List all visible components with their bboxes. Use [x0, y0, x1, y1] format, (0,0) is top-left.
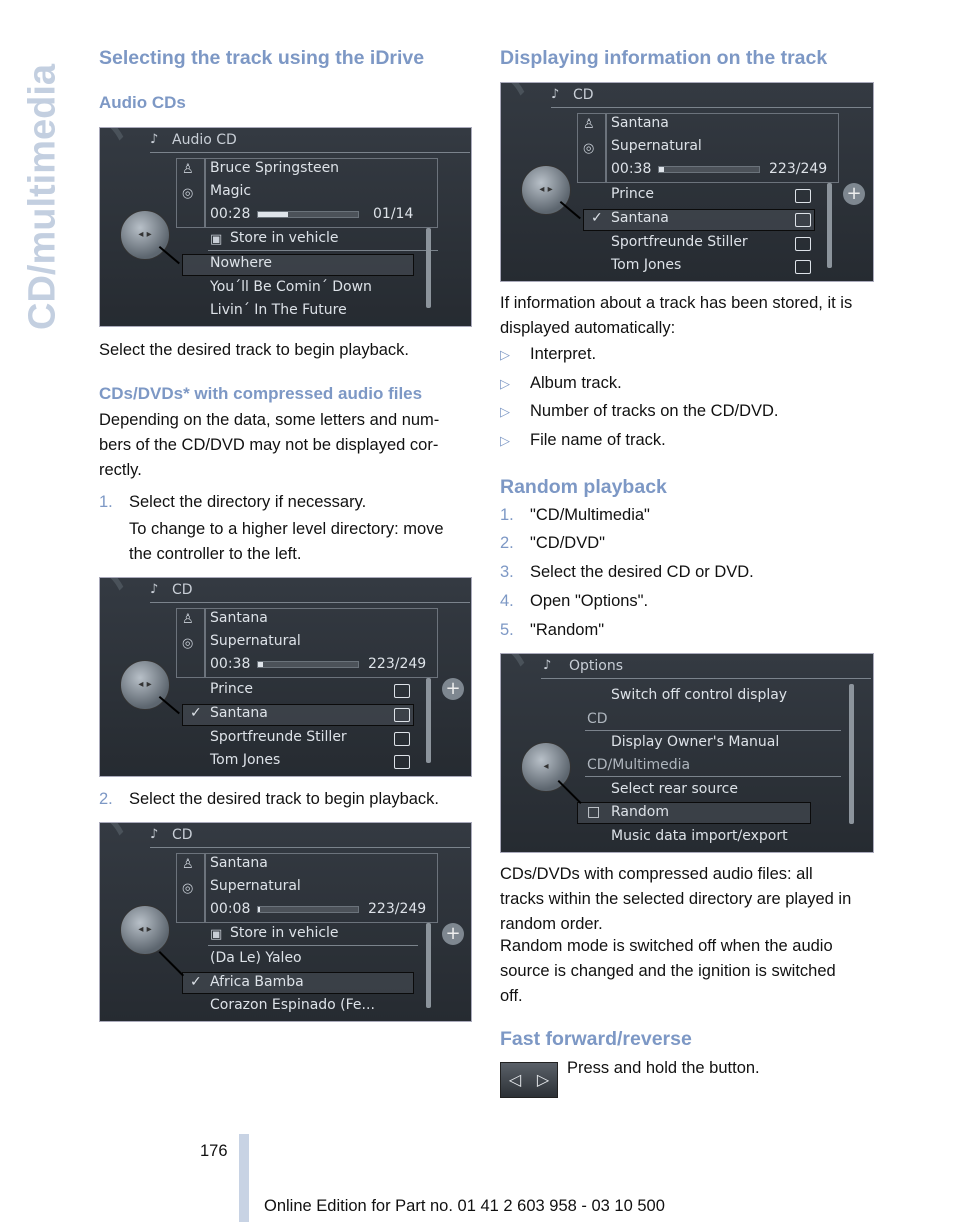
option-item[interactable]: Music data import/export [611, 828, 788, 844]
progress-bar [257, 906, 359, 913]
track-counter: 223/249 [368, 901, 427, 917]
bullet-item: ▷ Number of tracks on the CD/DVD. [500, 402, 779, 420]
artist-item[interactable]: Santana [210, 705, 268, 721]
store-in-vehicle[interactable]: Store in vehicle [230, 230, 339, 246]
microphone-icon: ♪ [150, 582, 159, 597]
check-icon: ✓ [190, 974, 202, 990]
screen-header: CD [573, 87, 594, 103]
save-icon: ▣ [210, 927, 223, 942]
text-depending: Depending on the data, some letters and num- bers of the CD/DVD may not be displayed cor- rectly. [99, 411, 440, 479]
album-name: Supernatural [210, 878, 301, 894]
folder-icon [795, 237, 811, 251]
folder-icon [394, 732, 410, 746]
artist-name: Bruce Springsteen [210, 160, 340, 176]
step-2: 2. Select the desired track to begin playback. [99, 790, 440, 808]
text-press-hold: Press and hold the button. [567, 1059, 760, 1077]
plus-icon: + [843, 183, 865, 205]
footer-bar [239, 1134, 249, 1222]
artist-icon: ♙ [583, 117, 595, 132]
artist-name: Santana [611, 115, 669, 131]
progress-bar [257, 211, 359, 218]
artist-item[interactable]: Tom Jones [210, 752, 281, 768]
page-number: 176 [200, 1142, 228, 1160]
elapsed-time: 00:38 [210, 656, 251, 672]
artist-icon: ♙ [182, 162, 194, 177]
track-item[interactable]: You´ll Be Comin´ Down [210, 279, 372, 295]
artist-item[interactable]: Sportfreunde Stiller [210, 729, 347, 745]
folder-icon [394, 755, 410, 769]
random-step: 2. "CD/DVD" [500, 534, 605, 552]
track-item[interactable]: Nowhere [210, 255, 273, 271]
controller-knob: ◂ [521, 742, 571, 792]
plus-icon: + [442, 923, 464, 945]
folder-icon [795, 189, 811, 203]
screenshot-cd-info [500, 82, 874, 282]
option-item[interactable]: Select rear source [611, 781, 738, 797]
random-step: 5. "Random" [500, 621, 605, 639]
option-random[interactable]: Random [611, 804, 669, 820]
heading-fast-forward: Fast forward/reverse [500, 1028, 692, 1050]
text-cds-compressed: CDs/DVDs with compressed audio files: all tracks within the selected directory are played in random order. [500, 865, 852, 933]
track-counter: 01/14 [373, 206, 414, 222]
artist-item[interactable]: Prince [611, 186, 655, 202]
artist-icon: ♙ [182, 857, 194, 872]
scrollbar[interactable] [426, 923, 431, 1008]
screenshot-audio-cd [99, 127, 472, 327]
sidebar-title: CD/multimedia [21, 63, 64, 330]
elapsed-time: 00:08 [210, 901, 251, 917]
option-item[interactable]: Switch off control display [611, 687, 788, 703]
random-step: 4. Open "Options". [500, 592, 649, 610]
microphone-icon: ♪ [150, 132, 159, 147]
bullet-item: ▷ Album track. [500, 374, 622, 392]
track-item[interactable]: (Da Le) Yaleo [210, 950, 302, 966]
heading-random-playback: Random playback [500, 476, 667, 498]
step-1: 1. Select the directory if necessary. [99, 493, 367, 511]
text-random-off: Random mode is switched off when the audio source is changed and the ignition is switched off. [500, 937, 836, 1005]
controller-knob: ◂ ▸ [120, 210, 170, 260]
track-counter: 223/249 [368, 656, 427, 672]
scrollbar[interactable] [827, 183, 832, 268]
progress-bar [257, 661, 359, 668]
folder-icon [394, 684, 410, 698]
screen-header: CD [172, 827, 193, 843]
artist-name: Santana [210, 855, 268, 871]
artist-name: Santana [210, 610, 268, 626]
scrollbar[interactable] [849, 684, 854, 824]
save-icon: ▣ [210, 232, 223, 247]
album-name: Magic [210, 183, 252, 199]
heading-audio-cds: Audio CDs [99, 93, 186, 112]
elapsed-time: 00:38 [611, 161, 652, 177]
option-item[interactable]: Display Owner's Manual [611, 734, 780, 750]
bullet-item: ▷ Interpret. [500, 345, 597, 363]
album-icon: ◎ [182, 636, 194, 651]
track-counter: 223/249 [769, 161, 828, 177]
controller-knob: ◂ ▸ [120, 660, 170, 710]
folder-icon [795, 260, 811, 274]
microphone-icon: ♪ [150, 827, 159, 842]
check-icon: ✓ [190, 705, 202, 721]
track-item[interactable]: Livin´ In The Future [210, 302, 347, 318]
forward-icon: ▷ [536, 1072, 550, 1089]
seek-button [500, 1062, 558, 1098]
artist-item[interactable]: Sportfreunde Stiller [611, 234, 748, 250]
artist-item[interactable]: Tom Jones [611, 257, 682, 273]
check-icon: ✓ [591, 210, 603, 226]
microphone-icon: ♪ [543, 658, 552, 673]
screen-header: CD [172, 582, 193, 598]
heading-selecting-track: Selecting the track using the iDrive [99, 47, 425, 69]
option-section: CD/Multimedia [587, 757, 691, 773]
artist-icon: ♙ [182, 612, 194, 627]
checkbox-icon[interactable]: □ [587, 804, 601, 820]
microphone-icon: ♪ [551, 87, 560, 102]
text-info-stored: If information about a track has been stored, it is displayed automatically: [500, 294, 853, 337]
rewind-icon: ◁ [508, 1072, 522, 1089]
controller-knob: ◂ ▸ [120, 905, 170, 955]
text-select-track: Select the desired track to begin playback. [99, 341, 410, 359]
track-item[interactable]: Corazon Espinado (Fe... [210, 997, 375, 1013]
plus-icon: + [442, 678, 464, 700]
random-step: 3. Select the desired CD or DVD. [500, 563, 754, 581]
screenshot-options [500, 653, 874, 853]
random-step: 1. "CD/Multimedia" [500, 506, 650, 524]
elapsed-time: 00:28 [210, 206, 251, 222]
option-section: CD [587, 711, 608, 727]
progress-bar [658, 166, 760, 173]
screenshot-cd-tracks [99, 822, 472, 1022]
online-edition: Online Edition for Part no. 01 41 2 603 958 - 03 10 500 [264, 1197, 665, 1215]
track-item[interactable]: Africa Bamba [210, 974, 304, 990]
album-icon: ◎ [182, 881, 194, 896]
step-1-sub: To change to a higher level directory: move the controller to the left. [129, 520, 444, 563]
album-name: Supernatural [611, 138, 702, 154]
screenshot-cd-artists [99, 577, 472, 777]
folder-icon [795, 213, 811, 227]
folder-icon [394, 708, 410, 722]
bullet-item: ▷ File name of track. [500, 431, 666, 449]
album-icon: ◎ [583, 141, 595, 156]
scrollbar[interactable] [426, 228, 431, 308]
artist-item[interactable]: Santana [611, 210, 669, 226]
controller-knob: ◂ ▸ [521, 165, 571, 215]
scrollbar[interactable] [426, 678, 431, 763]
heading-compressed-audio: CDs/DVDs* with compressed audio files [99, 384, 423, 403]
album-icon: ◎ [182, 186, 194, 201]
screen-header: Audio CD [172, 132, 237, 148]
album-name: Supernatural [210, 633, 301, 649]
heading-displaying-info: Displaying information on the track [500, 47, 828, 69]
screen-header: Options [569, 658, 624, 674]
store-in-vehicle[interactable]: Store in vehicle [230, 925, 339, 941]
artist-item[interactable]: Prince [210, 681, 254, 697]
